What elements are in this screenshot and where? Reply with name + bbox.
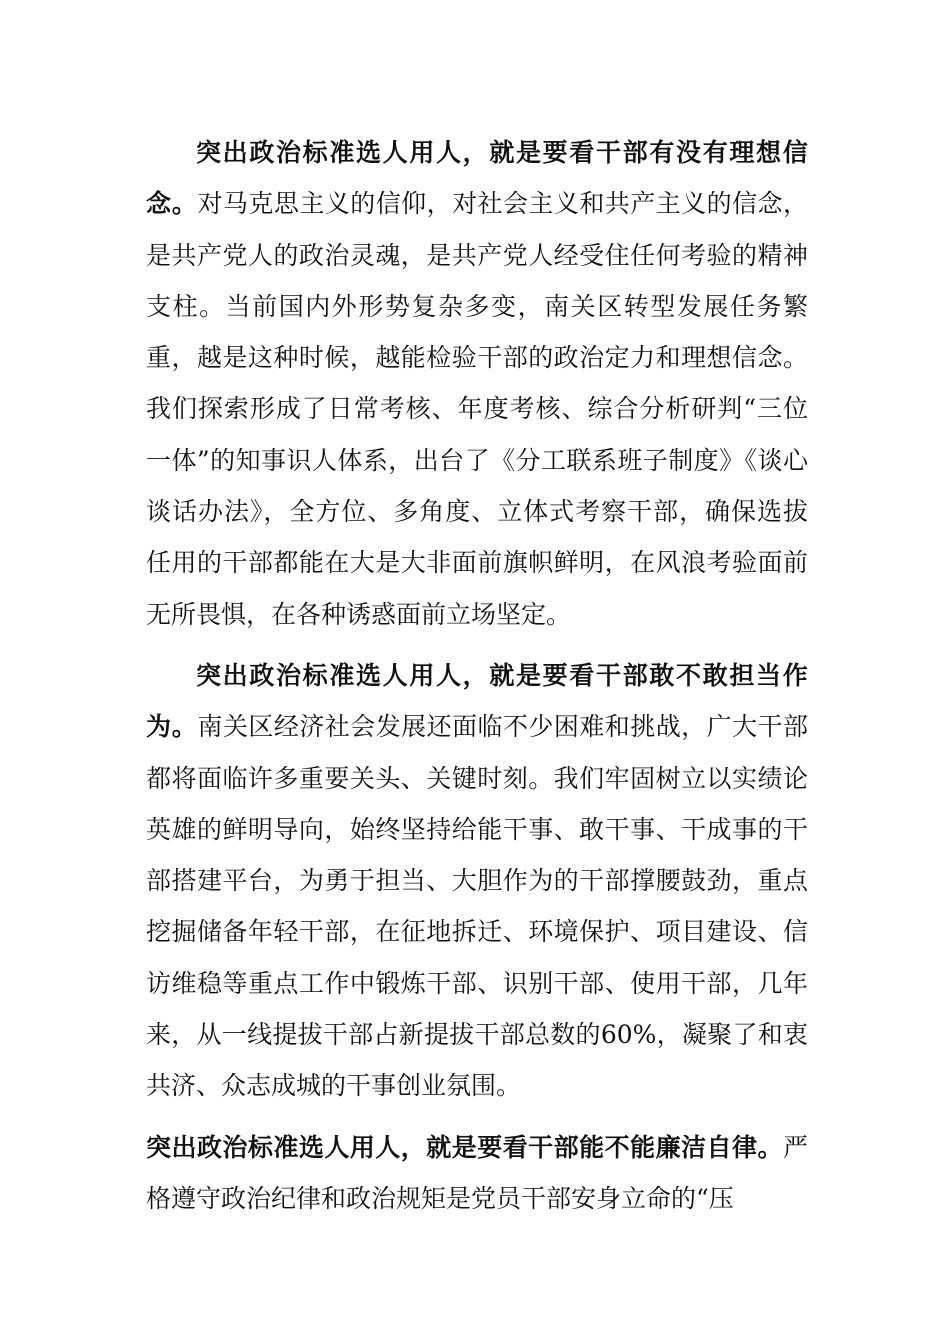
- paragraph-text: 南关区经济社会发展还面临不少困难和挑战，广大干部都将面临许多重要关头、关键时刻。我们牢固树立以实绩论英雄的鲜明导向，始终坚持给能干事、敢干事、干成事的干部搭建平台，为勇于担当、大胆作为的干部撑腰鼓劲，重点挖掘储备年轻干部，在征地拆迁、环境保护、项目建设、信访维稳等重点工作中锻炼干部、识别干部、使用干部，几年来，从一线提拔干部占新提拔干部总数的60%，凝聚了和衷共济、众志成城的干事创业氛围。: [146, 712, 808, 1101]
- document-body: [146, 127, 808, 1224]
- paragraph-text: 严格遵守政治纪律和政治规矩是党员干部安身立命的“压: [146, 1132, 808, 1213]
- paragraph-spacer: [146, 640, 808, 650]
- paragraph-spacer: [146, 1112, 808, 1122]
- paragraph-lead: 突出政治标准选人用人，就是要看干部能不能廉洁自律。: [146, 1132, 783, 1162]
- paragraph-text: 对马克思主义的信仰，对社会主义和共产主义的信念，是共产党人的政治灵魂，是共产党人经受住任何考验的精神支柱。当前国内外形势复杂多变，南关区转型发展任务繁重，越是这种时候，越能检验干部的政治定力和理想信念。我们探索形成了日常考核、年度考核、综合分析研判“三位一体”的知事识人体系，出台了《分工联系班子制度》《谈心谈话办法》，全方位、多角度、立体式考察干部，确保选拔任用的干部都能在大是大非面前旗帜鲜明，在风浪考验面前无所畏惧，在各种诱惑面前立场坚定。: [146, 189, 808, 629]
- paragraph-lead: 突出政治标准选人用人，就是要看干部敢不敢担当作为。: [146, 660, 808, 742]
- paragraph-integrity: [146, 1122, 808, 1225]
- paragraph-ideals: [146, 127, 808, 640]
- paragraph-responsibility: [146, 650, 808, 1112]
- paragraph-lead: 突出政治标准选人用人，就是要看干部有没有理想信念。: [146, 138, 808, 219]
